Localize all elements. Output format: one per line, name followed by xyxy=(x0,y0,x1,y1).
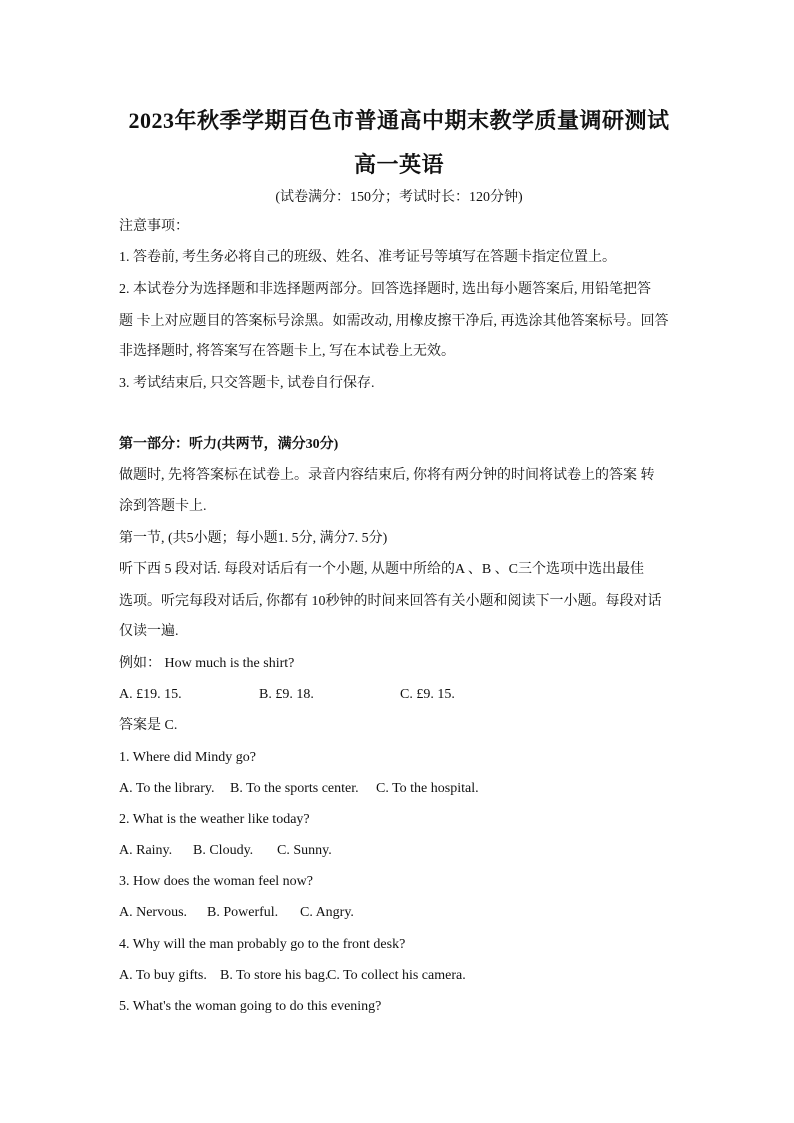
question-3-options xyxy=(119,904,679,922)
example-option-a: A. £19. 15. xyxy=(119,687,182,702)
example-question: 例如： How much is the shirt? xyxy=(119,656,295,671)
question-3-option-b: B. Powerful. xyxy=(207,905,279,920)
example-options xyxy=(119,686,679,704)
question-2-option-a: A. Rainy. xyxy=(119,843,173,858)
question-2-option-c: C. Sunny. xyxy=(277,843,332,858)
question-2-option-b: B. Cloudy. xyxy=(193,843,254,858)
question-2-options xyxy=(119,842,679,860)
note-item-3: 3. 考试结束后, 只交答题卡, 试卷自行保存. xyxy=(119,376,375,391)
question-2: 2. What is the weather like today? xyxy=(119,812,310,827)
question-1-option-c: C. To the hospital. xyxy=(376,781,479,796)
part1-intro-line-1: 做题时, 先将答案标在试卷上。录音内容结束后, 你将有两分钟的时间将试卷上的答案 转 xyxy=(119,468,655,483)
exam-title: 2023年秋季学期百色市普通高中期末教学质量调研测试 xyxy=(128,108,670,133)
note-item-2-line-1: 2. 本试卷分为选择题和非选择题两部分。回答选择题时, 选出每小题答案后, 用铅笔把答 xyxy=(119,282,651,297)
question-4-option-b: B. To store his bag. xyxy=(220,968,329,983)
notes-heading: 注意事项： xyxy=(119,219,189,234)
note-item-1: 1. 答卷前, 考生务必将自己的班级、姓名、准考证号等填写在答题卡指定位置上。 xyxy=(119,250,616,265)
section1-instruction-line-3: 仅读一遍. xyxy=(119,624,179,639)
exam-meta: (试卷满分：150分；考试时长：120分钟) xyxy=(275,190,523,205)
question-4-option-c: C. To collect his camera. xyxy=(327,968,466,983)
question-3-option-c: C. Angry. xyxy=(300,905,354,920)
section1-instruction-line-1: 听下西 5 段对话. 每段对话后有一个小题, 从题中所给的A 、B 、C三个选项中选出最佳 xyxy=(119,562,645,577)
example-answer: 答案是 C. xyxy=(119,718,178,733)
question-1-option-a: A. To the library. xyxy=(119,781,215,796)
exam-subject: 高一英语 xyxy=(353,152,444,177)
question-3-option-a: A. Nervous. xyxy=(119,905,188,920)
part1-intro-line-2: 涂到答题卡上. xyxy=(119,499,207,514)
question-1: 1. Where did Mindy go? xyxy=(119,750,256,765)
question-1-option-b: B. To the sports center. xyxy=(230,781,359,796)
part1-heading: 第一部分：听力(共两节，满分30分) xyxy=(119,437,339,452)
section1-heading: 第一节, (共5小题；每小题1. 5分, 满分7. 5分) xyxy=(119,531,388,546)
question-4-option-a: A. To buy gifts. xyxy=(119,968,207,983)
question-4-options xyxy=(119,967,679,985)
question-3: 3. How does the woman feel now? xyxy=(119,874,314,889)
example-option-b: B. £9. 18. xyxy=(259,687,314,702)
question-4: 4. Why will the man probably go to the front desk? xyxy=(119,937,406,952)
note-item-2-line-3: 非选择题时, 将答案写在答题卡上, 写在本试卷上无效。 xyxy=(119,344,455,359)
note-item-2-line-2: 题 卡上对应题目的答案标号涂黑。如需改动, 用橡皮擦干净后, 再选涂其他答案标号。回答 xyxy=(119,314,669,329)
section1-instruction-line-2: 选项。听完每段对话后, 你都有 10秒钟的时间来回答有关小题和阅读下一小题。每段对话 xyxy=(119,594,662,609)
question-1-options xyxy=(119,780,679,798)
example-option-c: C. £9. 15. xyxy=(400,687,455,702)
question-5: 5. What's the woman going to do this evening? xyxy=(119,999,382,1014)
